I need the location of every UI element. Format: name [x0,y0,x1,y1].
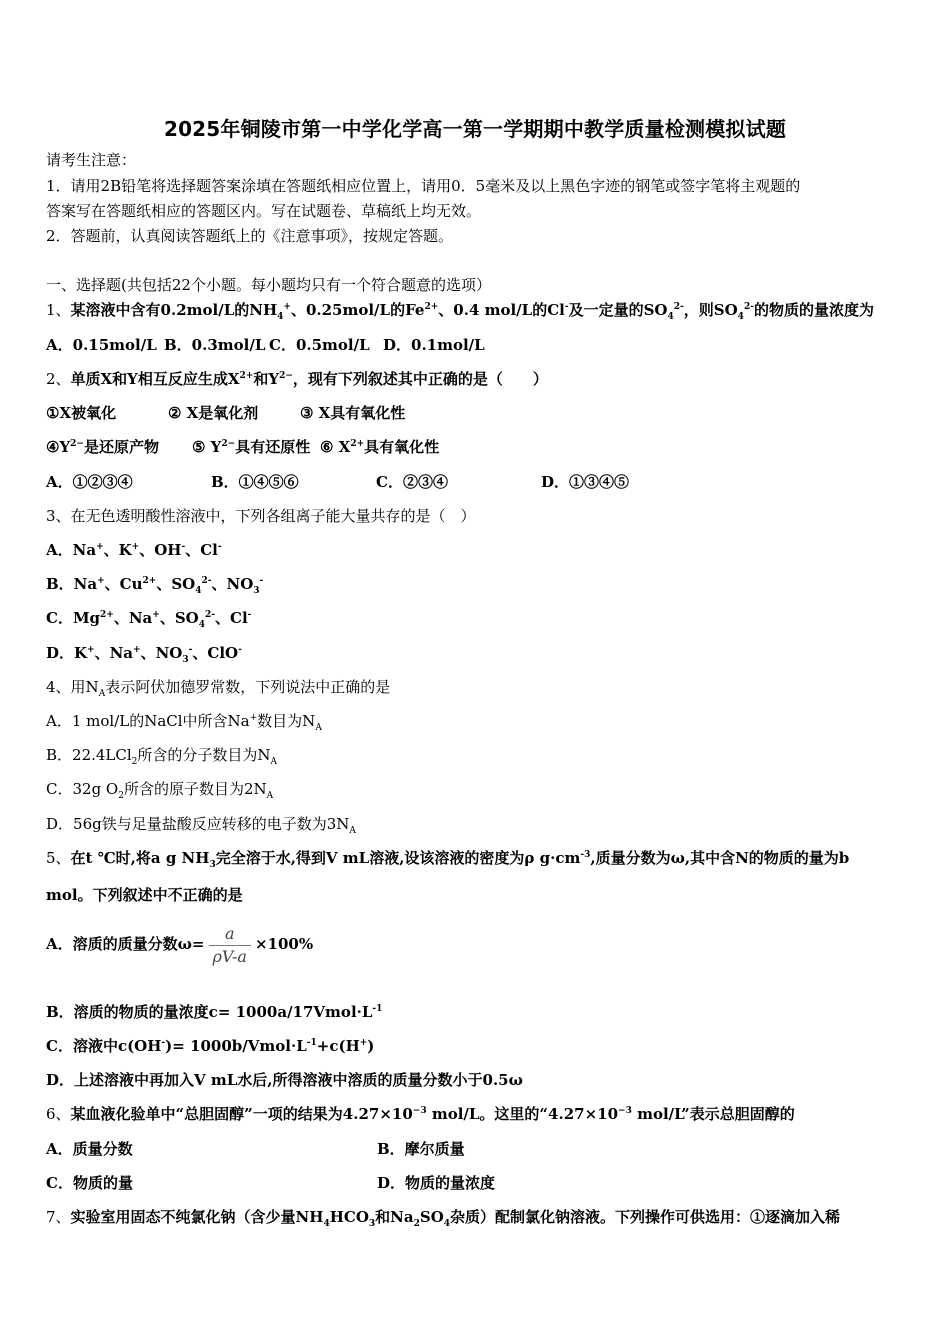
question-4-option-c: C．32g $O_2$所含的原子数目为$2N_A$ [46,780,274,801]
question-2-statements-1: ①X被氧化 ② X是氧化剂 ③ X具有氧化性 [46,404,406,422]
question-number: 4、 [46,678,71,696]
notice-item-1-line-2: 答案写在答题纸相应的答题区内。写在试题卷、草稿纸上均无效。 [46,202,482,220]
question-2-stem: 2、单质X和Y相互反应生成$X^{2+}$和$Y^{2-}$，现有下列叙述其中正确的是（ ） [46,370,548,388]
question-number: 2、 [46,370,71,388]
question-4-option-b: B．22.4LCl$_2$所含的分子数目为$N_A$ [46,746,278,767]
option-c: C．0.5mol/L [269,336,370,354]
option-d: D．0.1mol/L [383,336,485,354]
question-number: 6、 [46,1105,71,1123]
question-4-stem: 4、用$N_A$表示阿伏加德罗常数，下列说法中正确的是 [46,678,391,699]
section-heading: 一、选择题(共包括22个小题。每小题均只有一个符合题意的选项） [46,276,491,294]
question-7-stem: 7、实验室用固态不纯氯化钠（含少量$NH_4HCO_3$和$Na_2SO_4$杂质）配制氯化钠溶液。下列操作可供选用：①逐滴加入稀 [46,1208,841,1229]
question-2-options [46,472,629,492]
question-number: 3、 [46,507,71,525]
question-5-stem-line-1: 5、在t ℃时,将a g $NH_3$完全溶于水,得到V mL溶液,设该溶液的密度为ρ $g\cdot cm^{-3}$,质量分数为ω,其中含N的物质的量为b [46,849,850,870]
notice-item-1-line-1: 1．请用2B铅笔将选择题答案涂填在答题纸相应位置上，请用0．5毫米及以上黑色字迹的钢笔或签字笔将主观题的 [46,177,801,195]
question-number: 7、 [46,1208,71,1226]
notice-item-2: 2．答题前，认真阅读答题纸上的《注意事项》，按规定答题。 [46,227,454,245]
question-6-options-row-1 [46,1139,465,1159]
question-number: 1、 [46,301,71,319]
option-a: A．①②③④ [46,473,133,491]
option-b: B．①④⑤⑥ [211,473,299,491]
question-3-option-b: B．Na+、$Cu^{2+}$、$SO_4^{2-}$、$NO_3^-$ [46,575,264,596]
question-5-option-c: C．溶液中$c(OH^-)= 1000b/Vmol\cdot L^{-1}+c(H^+)$ [46,1037,375,1055]
page-title: 2025年铜陵市第一中学化学高一第一学期期中教学质量检测模拟试题 [163,117,787,141]
question-4-option-a: A．1 mol/L的NaCl中所含Na+数目为$N_A$ [46,712,322,733]
question-6-stem: 6、某血液化验单中“总胆固醇”一项的结果为$4.27\times 10^{-3}$ mol/L。这里的“$4.27\times 10^{-3}$ mol/L”表示总胆固醇的 [46,1105,795,1123]
question-5-option-b: B．溶质的物质的量浓度$c= 1000a/17Vmol\cdot L^{-1}$ [46,1003,383,1021]
question-5-option-d: D．上述溶液中再加入V mL水后,所得溶液中溶质的质量分数小于0.5ω [46,1071,523,1089]
question-5-stem-line-2: mol。下列叙述中不正确的是 [46,886,243,904]
option-b: B．摩尔质量 [377,1140,465,1158]
option-b: B．0.3mol/L [164,336,266,354]
question-1-stem: 1、某溶液中含有0.2mol/L的$NH_4^+$、0.25mol/L的$Fe^{2+}$、0.4 mol/L的Cl-及一定量的$SO_4^{2-}$，则$SO_4^{2-}$的物质的量浓度为 [46,301,874,322]
question-5-option-a: A．溶质的质量分数ω= $\frac{a}{\rho V-a}$ ×100% [46,923,314,966]
option-a: A．质量分数 [46,1140,133,1158]
notice-heading: 请考生注意： [46,151,137,169]
question-2-statements-2: $④Y^{2-}$是还原产物 ⑤ $Y^{2-}$具有还原性 ⑥ $X^{2+}$具有氧化性 [46,438,440,456]
mass-fraction-formula: $\frac{a}{\rho V-a}$ [209,923,251,968]
option-d: D．物质的量浓度 [377,1174,496,1192]
question-4-option-d: D．56g铁与足量盐酸反应转移的电子数为$3N_A$ [46,815,356,836]
question-3-stem: 3、在无色透明酸性溶液中，下列各组离子能大量共存的是（ ） [46,507,476,525]
question-6-options-row-2 [46,1173,495,1193]
option-d: D．①③④⑤ [541,473,630,491]
option-c: C．物质的量 [46,1174,133,1192]
question-3-option-c: C．$Mg^{2+}$、Na+、$SO_4^{2-}$、Cl- [46,609,252,630]
question-1-options [46,335,485,355]
question-3-option-d: D．K+、Na+、$NO_3^-$、ClO- [46,644,242,665]
option-c: C．②③④ [376,473,448,491]
option-a: A．0.15mol/L [46,336,157,354]
question-number: 5、 [46,849,71,867]
question-3-option-a: A．Na+、K+、OH-、Cl- [46,541,222,559]
